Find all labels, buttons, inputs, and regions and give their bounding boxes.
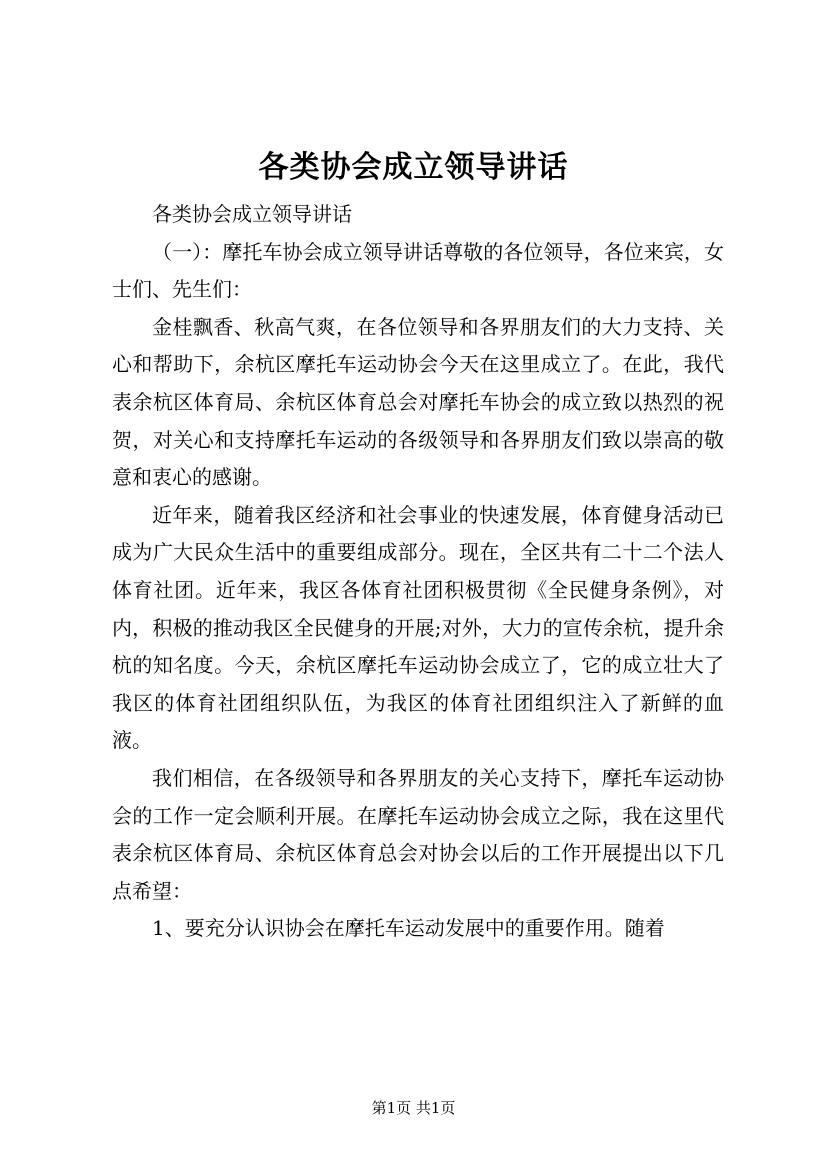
paragraph-subtitle: 各类协会成立领导讲话 — [152, 202, 352, 226]
paragraph-congratulations: 金桂飘香、秋高气爽，在各位领导和各界朋友们的大力支持、关心和帮助下，余杭区摩托车运动协会今天在这里成立了。在此，我代表余杭区体育局、余杭区体育总会对摩托车协会的成立致以热烈的祝贺，对关心和支持摩托车运动的各级领导和各界朋友们致以崇高的敬意和衷心的感谢。 — [112, 314, 724, 490]
paragraph-hopes: 我们相信，在各级领导和各界朋友的关心支持下，摩托车运动协会的工作一定会顺利开展。在摩托车运动协会成立之际，我在这里代表余杭区体育局、余杭区体育总会对协会以后的工作开展提出以下几点希望： — [112, 765, 724, 903]
paragraph-salutation: （一）：摩托车协会成立领导讲话尊敬的各位领导，各位来宾，女士们、先生们： — [112, 239, 724, 302]
paragraph-point-one: 1、要充分认识协会在摩托车运动发展中的重要作用。随着 — [152, 916, 665, 941]
document-title: 各类协会成立领导讲话 — [258, 150, 569, 185]
document-body — [112, 196, 724, 948]
page-number-label: 第1页 共1页 — [371, 1099, 456, 1117]
page-footer — [0, 1098, 827, 1118]
paragraph-development: 近年来，随着我区经济和社会事业的快速发展，体育健身活动已成为广大民众生活中的重要组成部分。现在，全区共有二十二个法人体育社团。近年来，我区各体育社团积极贯彻《全民健身条例》，对内，积极的推动我区全民健身的开展;对外，大力的宣传余杭，提升余杭的知名度。今天，余杭区摩托车运动协会成立了，它的成立壮大了我区的体育社团组织队伍，为我区的体育社团组织注入了新鲜的血液。 — [112, 502, 724, 753]
